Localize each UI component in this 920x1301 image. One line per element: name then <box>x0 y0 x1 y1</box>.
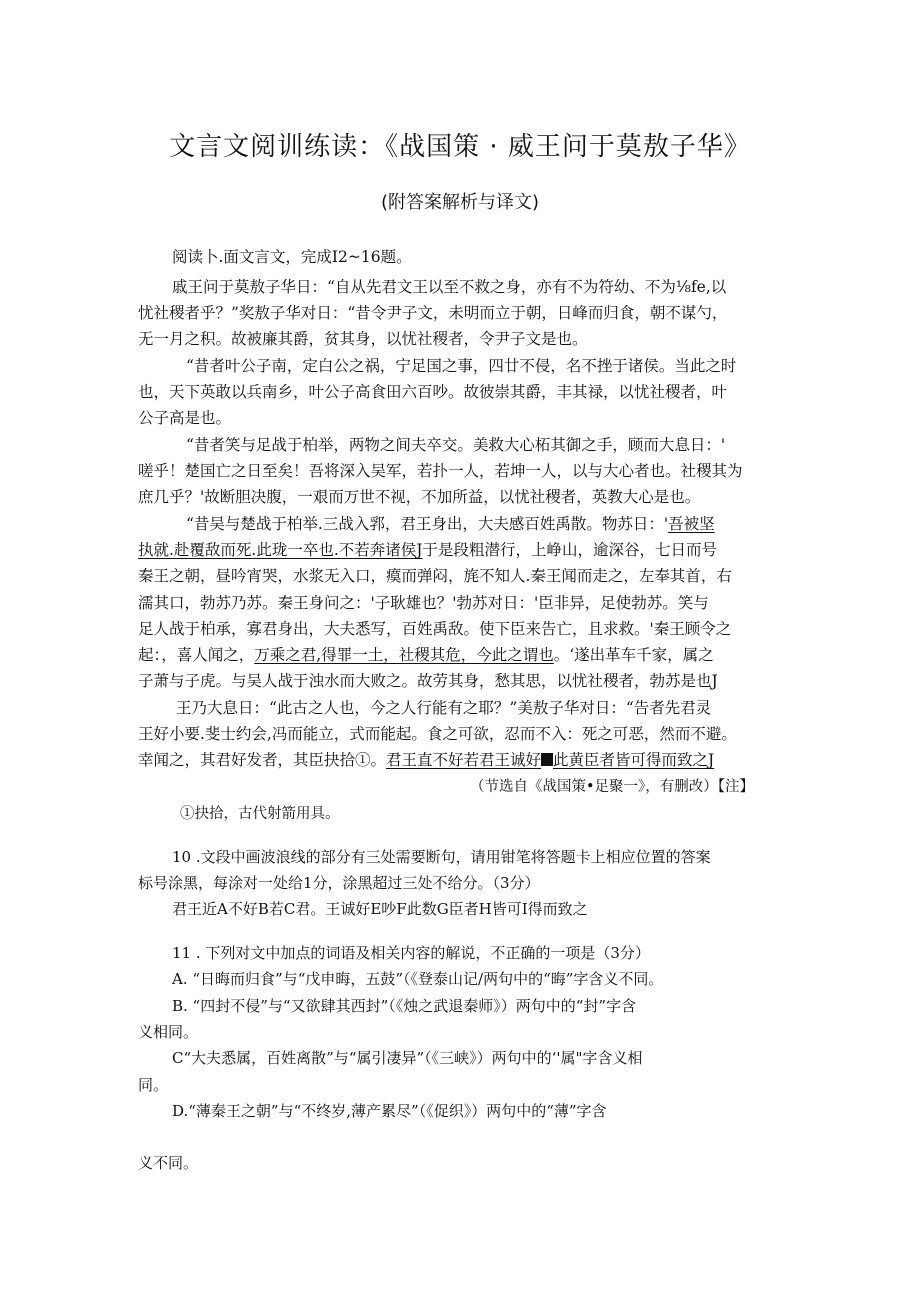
question-11-option-b: B. “四封不侵”与“又欲肆其西封”（《烛之武退秦师》）两句中的“封”字含 <box>172 997 637 1015</box>
passage-line: 忧社稷者乎？”奖敖子华对日：“昔令尹子文，未明而立于朝，日峰而归食，朝不谋勺， <box>138 304 728 322</box>
passage-line: “昔者叶公子南，定白公之祸，宁足国之事，四廿不侵，名不挫于诸侯。当此之时 <box>186 357 737 375</box>
question-10-stem: 10 .文段中画波浪线的部分有三处需要断句，请用钳笔将答题卡上相应位置的答案 <box>172 848 711 866</box>
passage-line: 嗟乎！楚国亡之日至矣！吾将深入吴军，若扑一人，若坤一人，以与大心者也。社稷其为 <box>138 462 743 480</box>
passage-line: 也，天下英敢以兵南乡，叶公子高食田六百吵。故彼崇其爵，丰其禄，以忧社稷者，叶 <box>138 383 728 401</box>
source-line: （节选自《战国策•足聚一》，有删改）【注】 <box>470 779 755 795</box>
underlined-text: 吾被坚 <box>668 515 715 533</box>
question-11-option-c: C“大夫悉属，百姓离散”与“属引凄异”（《三峡》）两句中的‘'属"字含义相 <box>172 1049 643 1067</box>
passage-line: 足人战于柏承，寡君身出，大夫悉写，百姓禹敌。使下臣来告亡，且求救。'秦王顾令之 <box>138 620 732 638</box>
passage-text: “昔吴与楚战于柏举.三战入郛，君王身出，大夫感百姓禹散。物苏日：' <box>186 515 669 533</box>
passage-line: 秦王之朝，昼吟宵哭，水浆无入口，瘼而弹闷，旄不知人.秦王闻而走之，左奉其首，右 <box>138 567 732 585</box>
black-square-mark <box>541 753 553 766</box>
question-11-option-d: 义不同。 <box>138 1154 199 1172</box>
passage-text: 。‘遂出革车千家，属之 <box>553 646 714 664</box>
passage-line <box>138 749 714 771</box>
question-10-options: 君王近A不好B若C君。王诚好E吵F此数G臣者H皆可I得而致之 <box>172 900 588 918</box>
passage-line: 公子高是也。 <box>138 409 232 427</box>
question-11-option-a: A. “日晦而归食”与“戊申晦，五鼓”（《登泰山记/两句中的“晦”字含义不同。 <box>172 970 664 988</box>
passage-line: 庶几乎？'故断胆决腹，一艰而万世不视，不加所益，以忧社稷者，英教大心是也。 <box>138 488 701 506</box>
question-11-option-c: 同。 <box>138 1076 169 1094</box>
question-10-stem: 标号涂黑，每涂对一处给1分，涂黑超过三处不给分。（3分） <box>138 874 540 892</box>
question-11-option-d: D.“薄秦王之朝”与“不终岁,薄产累尽”（《促织》）两句中的“薄”字含 <box>172 1102 607 1120</box>
question-11-stem: 11 . 下列对文中加点的词语及相关内容的解说，不正确的一项是（3分） <box>172 944 650 962</box>
underlined-text: 执就.赴覆敌而死.此珑一卒也.不若奔诸侯J <box>138 541 423 559</box>
passage-text: 于是段粗潜行，上峥山，逾深谷，七日而号 <box>422 541 718 559</box>
intro-line: 阅读卜.面文言文，完成I2~16题。 <box>172 248 412 266</box>
page-subtitle: (附答案解析与译文) <box>380 192 540 213</box>
passage-line: “昔者笑与足战于柏举，两物之间夫卒交。美救大心柘其御之手，顾而大息日：' <box>186 436 726 454</box>
passage-line: 濡其口，勃苏乃苏。秦王身问之：'子耿雄也？'勃苏对日：'臣非异，足使勃苏。笑与 <box>138 594 709 612</box>
passage-line <box>138 539 717 561</box>
passage-line: 王乃大息日：“此古之人也，今之人行能有之耶？”美敖子华对日：“告者先君灵 <box>176 699 712 717</box>
footnote: ①抉拾，古代射箭用具。 <box>180 806 340 822</box>
passage-line <box>186 513 715 535</box>
underlined-text: 君王直不好若君王诚好 <box>386 751 542 769</box>
page-title: 文言文阅训练读：《战国策 · 威王问于莫敖子华》 <box>169 132 751 162</box>
underlined-text: 万乘之君,得罪一土，社稷其危，今此之谓也 <box>254 646 554 664</box>
underlined-text: 此黄臣者皆可得而致之J <box>553 751 715 769</box>
passage-text: 起：，喜人闻之， <box>138 646 255 664</box>
passage-line <box>138 644 714 666</box>
passage-line: 子萧与子虎。与吴人战于浊水而大败之。故劳其身，愁其思，以忧社稷者，勃苏是也J <box>138 672 718 690</box>
passage-text: 幸闻之，其君好发者，其臣抉拾①。 <box>138 751 387 769</box>
passage-line: 无一月之积。故被廉其爵，贫其身，以忧社稷者，令尹子文是也。 <box>138 330 588 348</box>
passage-line: 王好小要.斐士约会,冯而能立，式而能起。食之可欲，忍而不入：死之可恶，然而不避。 <box>138 725 737 743</box>
passage-line: 戚王问于莫敖子华日：“自从先君文王以至不救之身，亦有不为符幼、不为⅛fe,以 <box>172 278 727 296</box>
question-11-option-b: 义相同。 <box>138 1023 199 1041</box>
